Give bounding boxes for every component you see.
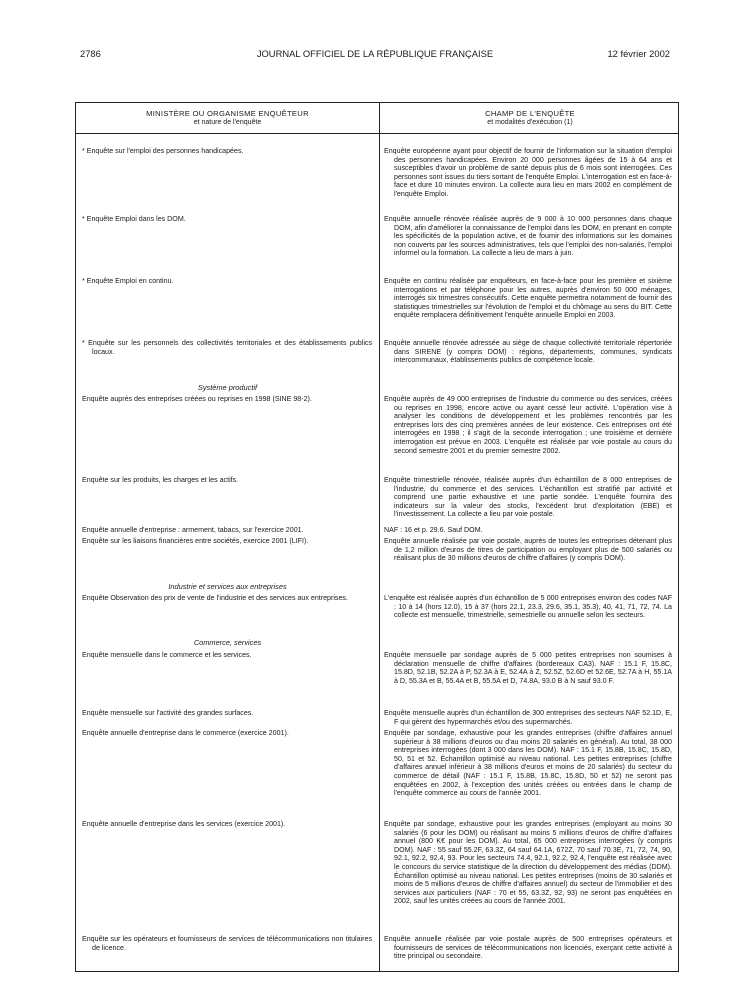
header-divider <box>76 133 678 134</box>
survey-name: * Enquête Emploi dans les DOM. <box>82 215 186 223</box>
survey-scope: Enquête annuelle réalisée par voie postale auprès de 500 entreprises opérateurs et fournisseurs de services de télécommunications non licenciés, exerçant cette activité à titre principal ou secondaire. <box>384 935 672 961</box>
survey-name: Enquête sur les opérateurs et fournisseurs de services de télécommunications non titulaires de licence. <box>82 935 372 952</box>
survey-name: Enquête Observation des prix de vente de l'industrie et des services aux entreprises. <box>82 594 348 602</box>
survey-name: Enquête mensuelle sur l'activité des grandes surfaces. <box>82 709 254 717</box>
survey-name: Enquête annuelle d'entreprise dans les services (exercice 2001). <box>82 820 286 828</box>
left-column-title: MINISTÈRE OU ORGANISME ENQUÊTEUR <box>146 109 309 118</box>
survey-scope: Enquête en continu réalisée par enquêteurs, en face-à-face pour les première et sixième interrogations et par téléphone pour les autres, auprès d'environ 50 000 ménages, interrogés six trimestres consécutifs. Cette enquête permettra notamment de fournir des statistiques trimestrielles sur l'évolution de l'emploi et du chômage au sens du BIT. Cette enquête remplacera définitivement l'enquête annuelle Emploi en 2003. <box>384 277 672 320</box>
survey-scope: Enquête trimestrielle rénovée, réalisée auprès d'un échantillon de 8 000 entreprises de l'industrie, du commerce et des services. L'échantillon est stratifié par activité et comprend une partie exhaustive et une partie sondée. L'enquête fournira des indicateurs sur la valeur des stocks, l'excédent brut d'exploitation (EBE) et l'investissement. La collecte a lieu par voie postale. <box>384 476 672 519</box>
survey-name: * Enquête Emploi en continu. <box>82 277 174 285</box>
column-divider <box>379 103 380 971</box>
section-heading: Commerce, services <box>193 638 262 647</box>
survey-scope: Enquête annuelle rénovée adressée au siège de chaque collectivité territoriale répertoriée dans SIRENE (y compris DOM) : régions, départements, communes, syndicats intercommunaux, établissements publics de compétence locale. <box>384 339 672 365</box>
survey-name: Enquête sur les liaisons financières entre sociétés, exercice 2001 (LIFI). <box>82 537 309 545</box>
survey-scope: Enquête par sondage, exhaustive pour les grandes entreprises (chiffre d'affaires annuel supérieur à 38 millions d'euros ou d'au moins 20 salariés en général). Au total, 38 000 entreprises interrogées (dont 3 000 dans les DOM). NAF : 15.1 F, 15.8B, 15.8C, 15.8D, 50, 51 et 52. Échantillon optimisé au niveau national. Les petites entreprises (chiffre d'affaires annuel inférieur à 38 millions d'euros et moins de 20 salariés) du secteur du commerce de détail (NAF : 15.1 F, 15.8B, 15.8C, 15.8D, 50 et 52) ne seront pas enquêtées en 2002, à l'exception des unités créées ou entrées dans le champ de l'enquête commerce au cours de l'année 2001. <box>384 729 672 798</box>
left-column-subtitle: et nature de l'enquête <box>193 119 262 126</box>
survey-name: Enquête auprès des entreprises créées ou reprises en 1998 (SINE 98-2). <box>82 395 312 403</box>
survey-scope: Enquête annuelle rénovée réalisée auprès de 9 000 à 10 000 personnes dans chaque DOM, afin d'améliorer la connaissance de l'emploi dans les DOM, en prenant en compte les spécificités de la population active, et de fournir des informations sur les domaines non couverts par les sources administratives, tels que l'emploi des non-salariés, l'emploi informel ou la formation. La collecte a lieu de mars à juin. <box>384 215 672 258</box>
survey-table <box>75 102 679 972</box>
survey-scope: Enquête mensuelle par sondage auprès de 5 000 petites entreprises non soumises à déclaration mensuelle de chiffre d'affaires (bordereaux CA3). NAF : 15.1 F, 15.8C, 15.8D, 52.1B, 52.2A à P, 52.3A à E, 52.4A à Z, 52.5Z, 52.6D et 52.6E, 52.7A à H, 55.1A à D, 55.3A et B, 55.4A et B, 55.5A et D, 74.8A, 93.0 B à N sauf 93.0 F. <box>384 651 672 685</box>
page-number: 2786 <box>80 48 101 59</box>
survey-name: * Enquête sur les personnels des collectivités territoriales et des établissements publics locaux. <box>82 339 372 356</box>
survey-scope: Enquête européenne ayant pour objectif de fournir de l'information sur la situation d'emploi des personnes handicapées. Environ 20 000 personnes âgées de 15 à 64 ans et susceptibles d'avoir un problème de santé depuis plus de 6 mois sont interrogées. Ces personnes sont issues du tiers sortant de l'enquête Emploi. L'interrogation est en face-à-face et dure 10 minutes environ. La collecte aura lieu en mars 2002 en complément de l'enquête Emploi. <box>384 147 672 198</box>
survey-name: Enquête annuelle d'entreprise : armement, tabacs, sur l'exercice 2001. <box>82 526 304 534</box>
survey-name: * Enquête sur l'emploi des personnes handicapées. <box>82 147 244 155</box>
issue-date: 12 février 2002 <box>607 48 670 59</box>
right-column-title: CHAMP DE L'ENQUÊTE <box>485 109 575 118</box>
survey-scope: L'enquête est réalisée auprès d'un échantillon de 5 000 entreprises environ des codes NAF : 10 à 14 (hors 12.0), 15 à 37 (hors 22.1, 23.3, 29.6, 35.1, 35.3), 40, 41, 71, 72, 74. La collecte est mensuelle, trimestrielle, semestrielle ou annuelle selon les secteurs. <box>384 594 672 620</box>
section-heading: Système productif <box>197 383 258 392</box>
survey-scope: Enquête annuelle réalisée par voie postale, auprès de toutes les entreprises détenant plus de 1,2 million d'euros de titres de participation ou employant plus de 500 salariés ou réalisant plus de 30 millions d'euros de chiffre d'affaires (y compris DOM). <box>384 537 672 563</box>
survey-scope: NAF : 16 et p. 29.6. Sauf DOM. <box>384 526 483 534</box>
journal-title: JOURNAL OFFICIEL DE LA RÉPUBLIQUE FRANÇAISE <box>256 48 494 59</box>
survey-scope: Enquête auprès de 49 000 entreprises de l'industrie du commerce ou des services, créées ou reprises en 1998, encore active ou ayant cessé leur activité. L'opération vise à analyser les conditions de développement et les problèmes rencontrés par les entreprises lors des cinq premières années de leur existence. Ces entreprises ont été interrogées en 1998 ; il s'agit de la seconde interrogation ; une troisième et dernière interrogation est prévue en 2003. L'enquête est réalisée par voie postale au cours du second semestre 2001 et du premier semestre 2002. <box>384 395 672 455</box>
survey-scope: Enquête mensuelle auprès d'un échantillon de 300 entreprises des secteurs NAF 52.1D, E, F qui gèrent des hypermarchés et/ou des supermarchés. <box>384 709 672 726</box>
page-header <box>80 48 670 62</box>
left-column-header <box>76 109 379 127</box>
survey-name: Enquête sur les produits, les charges et les actifs. <box>82 476 239 484</box>
section-heading: Industrie et services aux entreprises <box>168 582 287 591</box>
right-column-subtitle: et modalités d'exécution (1) <box>487 119 573 126</box>
survey-name: Enquête annuelle d'entreprise dans le commerce (exercice 2001). <box>82 729 289 737</box>
survey-scope: Enquête par sondage, exhaustive pour les grandes entreprises (employant au moins 30 salariés (6 pour les DOM) ou réalisant au moins 5 millions d'euros de chiffre d'affaires annuel (800 K€ pour les DOM). Au total, 65 000 entreprises interrogées (y compris DOM). NAF : 55 sauf 55.2F, 63.3Z, 64 sauf 64.1A, 672Z, 70 sauf 70.3E, 71, 72, 74, 90, 92.1, 92.2, 92.4, 93. Pour les secteurs 74.4, 92.1, 92.2, 92.4, l'enquête est réalisée avec le concours du service statistique de la direction du développement des médias (DDM). Échantillon optimisé au niveau national. Les petites entreprises (moins de 30 salariés et moins de 5 millions d'euros de chiffre d'affaires annuel) du secteur de l'immobilier et des services aux particuliers (NAF : 70 et 55, 63.3Z, 92, 93) ne seront pas enquêtées en 2002, sauf les unités créées au cours de l'année 2001. <box>384 820 672 906</box>
survey-name: Enquête mensuelle dans le commerce et les services. <box>82 651 252 659</box>
right-column-header <box>380 109 680 127</box>
